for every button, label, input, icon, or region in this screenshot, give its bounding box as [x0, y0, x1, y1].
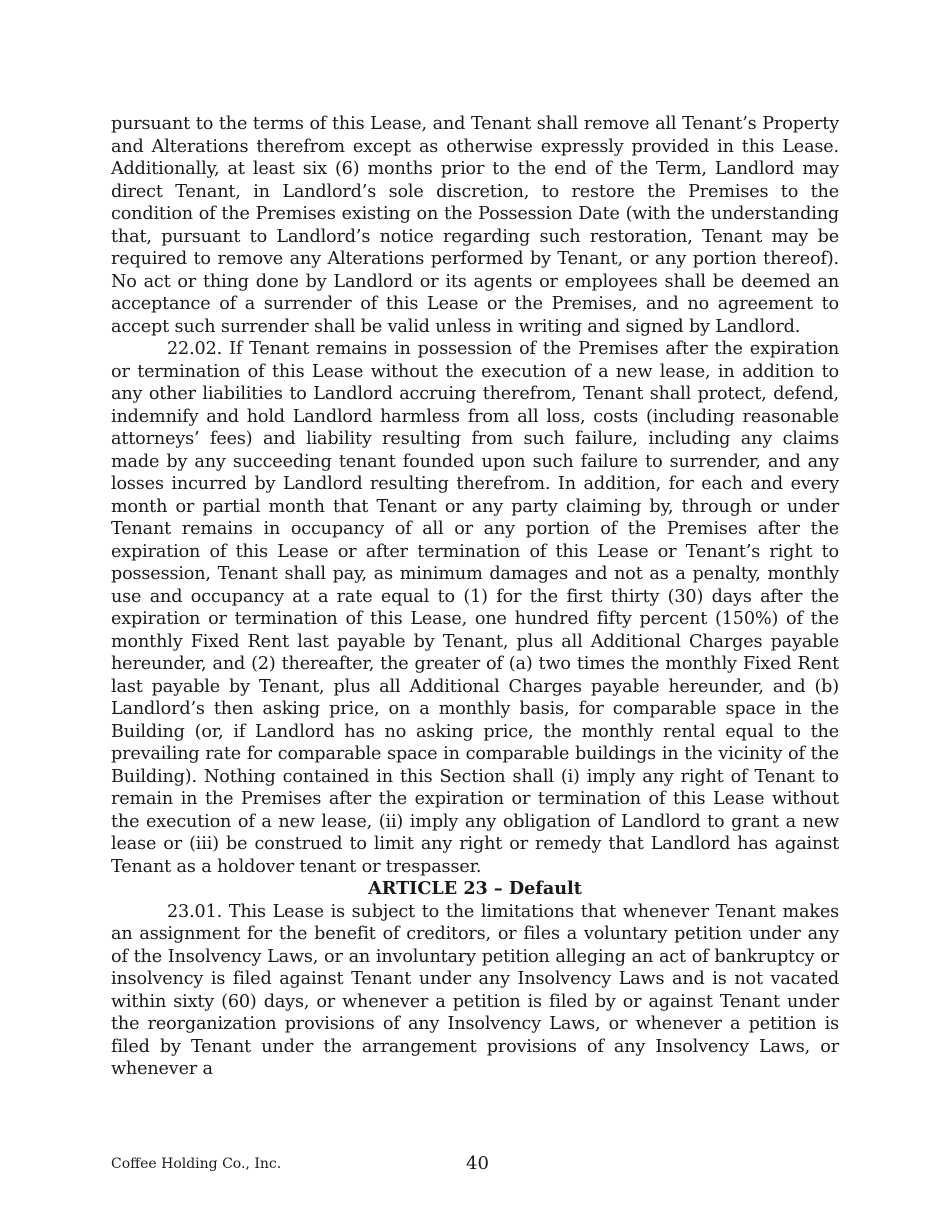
- paragraph-section-22-02: 22.02. If Tenant remains in possession of the Premises after the expiration or termination of this Lease without the execution of a new lease, in addition to any other liabilities to Landlord accruing therefrom, Tenant shall protect, defend, indemnify and hold Landlord harmless from all loss, costs (including reasonable attorneys’ fees) and liability resulting from such failure, including any claims made by any succeeding tenant founded upon such failure to surrender, and any losses incurred by Landlord resulting therefrom. In addition, for each and every month or partial month that Tenant or any party claiming by, through or under Tenant remains in occupancy of all or any portion of the Premises after the expiration of this Lease or after termination of this Lease or Tenant’s right to possession, Tenant shall pay, as minimum damages and not as a penalty, monthly use and occupancy at a rate equal to (1) for the first thirty (30) days after the expiration or termination of this Lease, one hundred fifty percent (150%) of the monthly Fixed Rent last payable by Tenant, plus all Additional Charges payable hereunder, and (2) thereafter, the greater of (a) two times the monthly Fixed Rent last payable by Tenant, plus all Additional Charges payable hereunder, and (b) Landlord’s then asking price, on a monthly basis, for comparable space in the Building (or, if Landlord has no asking price, the monthly rental equal to the prevailing rate for comparable space in comparable buildings in the vicinity of the Building). Nothing contained in this Section shall (i) imply any right of Tenant to remain in the Premises after the expiration or termination of this Lease without the execution of a new lease, (ii) imply any obligation of Landlord to grant a new lease or (iii) be construed to limit any right or remedy that Landlord has against Tenant as a holdover tenant or trespasser.: [111, 339, 839, 877]
- article-heading: ARTICLE 23 – Default: [368, 878, 582, 899]
- page-number: 40: [466, 1153, 489, 1174]
- paragraph-section-23-01: 23.01. This Lease is subject to the limitations that whenever Tenant makes an assignment for the benefit of creditors, or files a voluntary petition under any of the Insolvency Laws, or an involuntary petition alleging an act of bankruptcy or insolvency is filed against Tenant under any Insolvency Laws and is not vacated within sixty (60) days, or whenever a petition is filed by or against Tenant under the reorganization provisions of any Insolvency Laws, or whenever a petition is filed by Tenant under the arrangement provisions of any Insolvency Laws, or whenever a: [111, 901, 839, 1079]
- footer-company-name: Coffee Holding Co., Inc.: [111, 1156, 282, 1172]
- paragraph-continuation: pursuant to the terms of this Lease, and Tenant shall remove all Tenant’s Property and Alterations therefrom except as otherwise expressly provided in this Lease. Additionally, at least six (6) months prior to the end of the Term, Landlord may direct Tenant, in Landlord’s sole discretion, to restore the Premises to the condition of the Premises existing on the Possession Date (with the understanding that, pursuant to Landlord’s notice regarding such restoration, Tenant may be required to remove any Alterations performed by Tenant, or any portion thereof). No act or thing done by Landlord or its agents or employees shall be deemed an acceptance of a surrender of this Lease or the Premises, and no agreement to accept such surrender shall be valid unless in writing and signed by Landlord.: [111, 114, 839, 337]
- document-body: [111, 113, 839, 1081]
